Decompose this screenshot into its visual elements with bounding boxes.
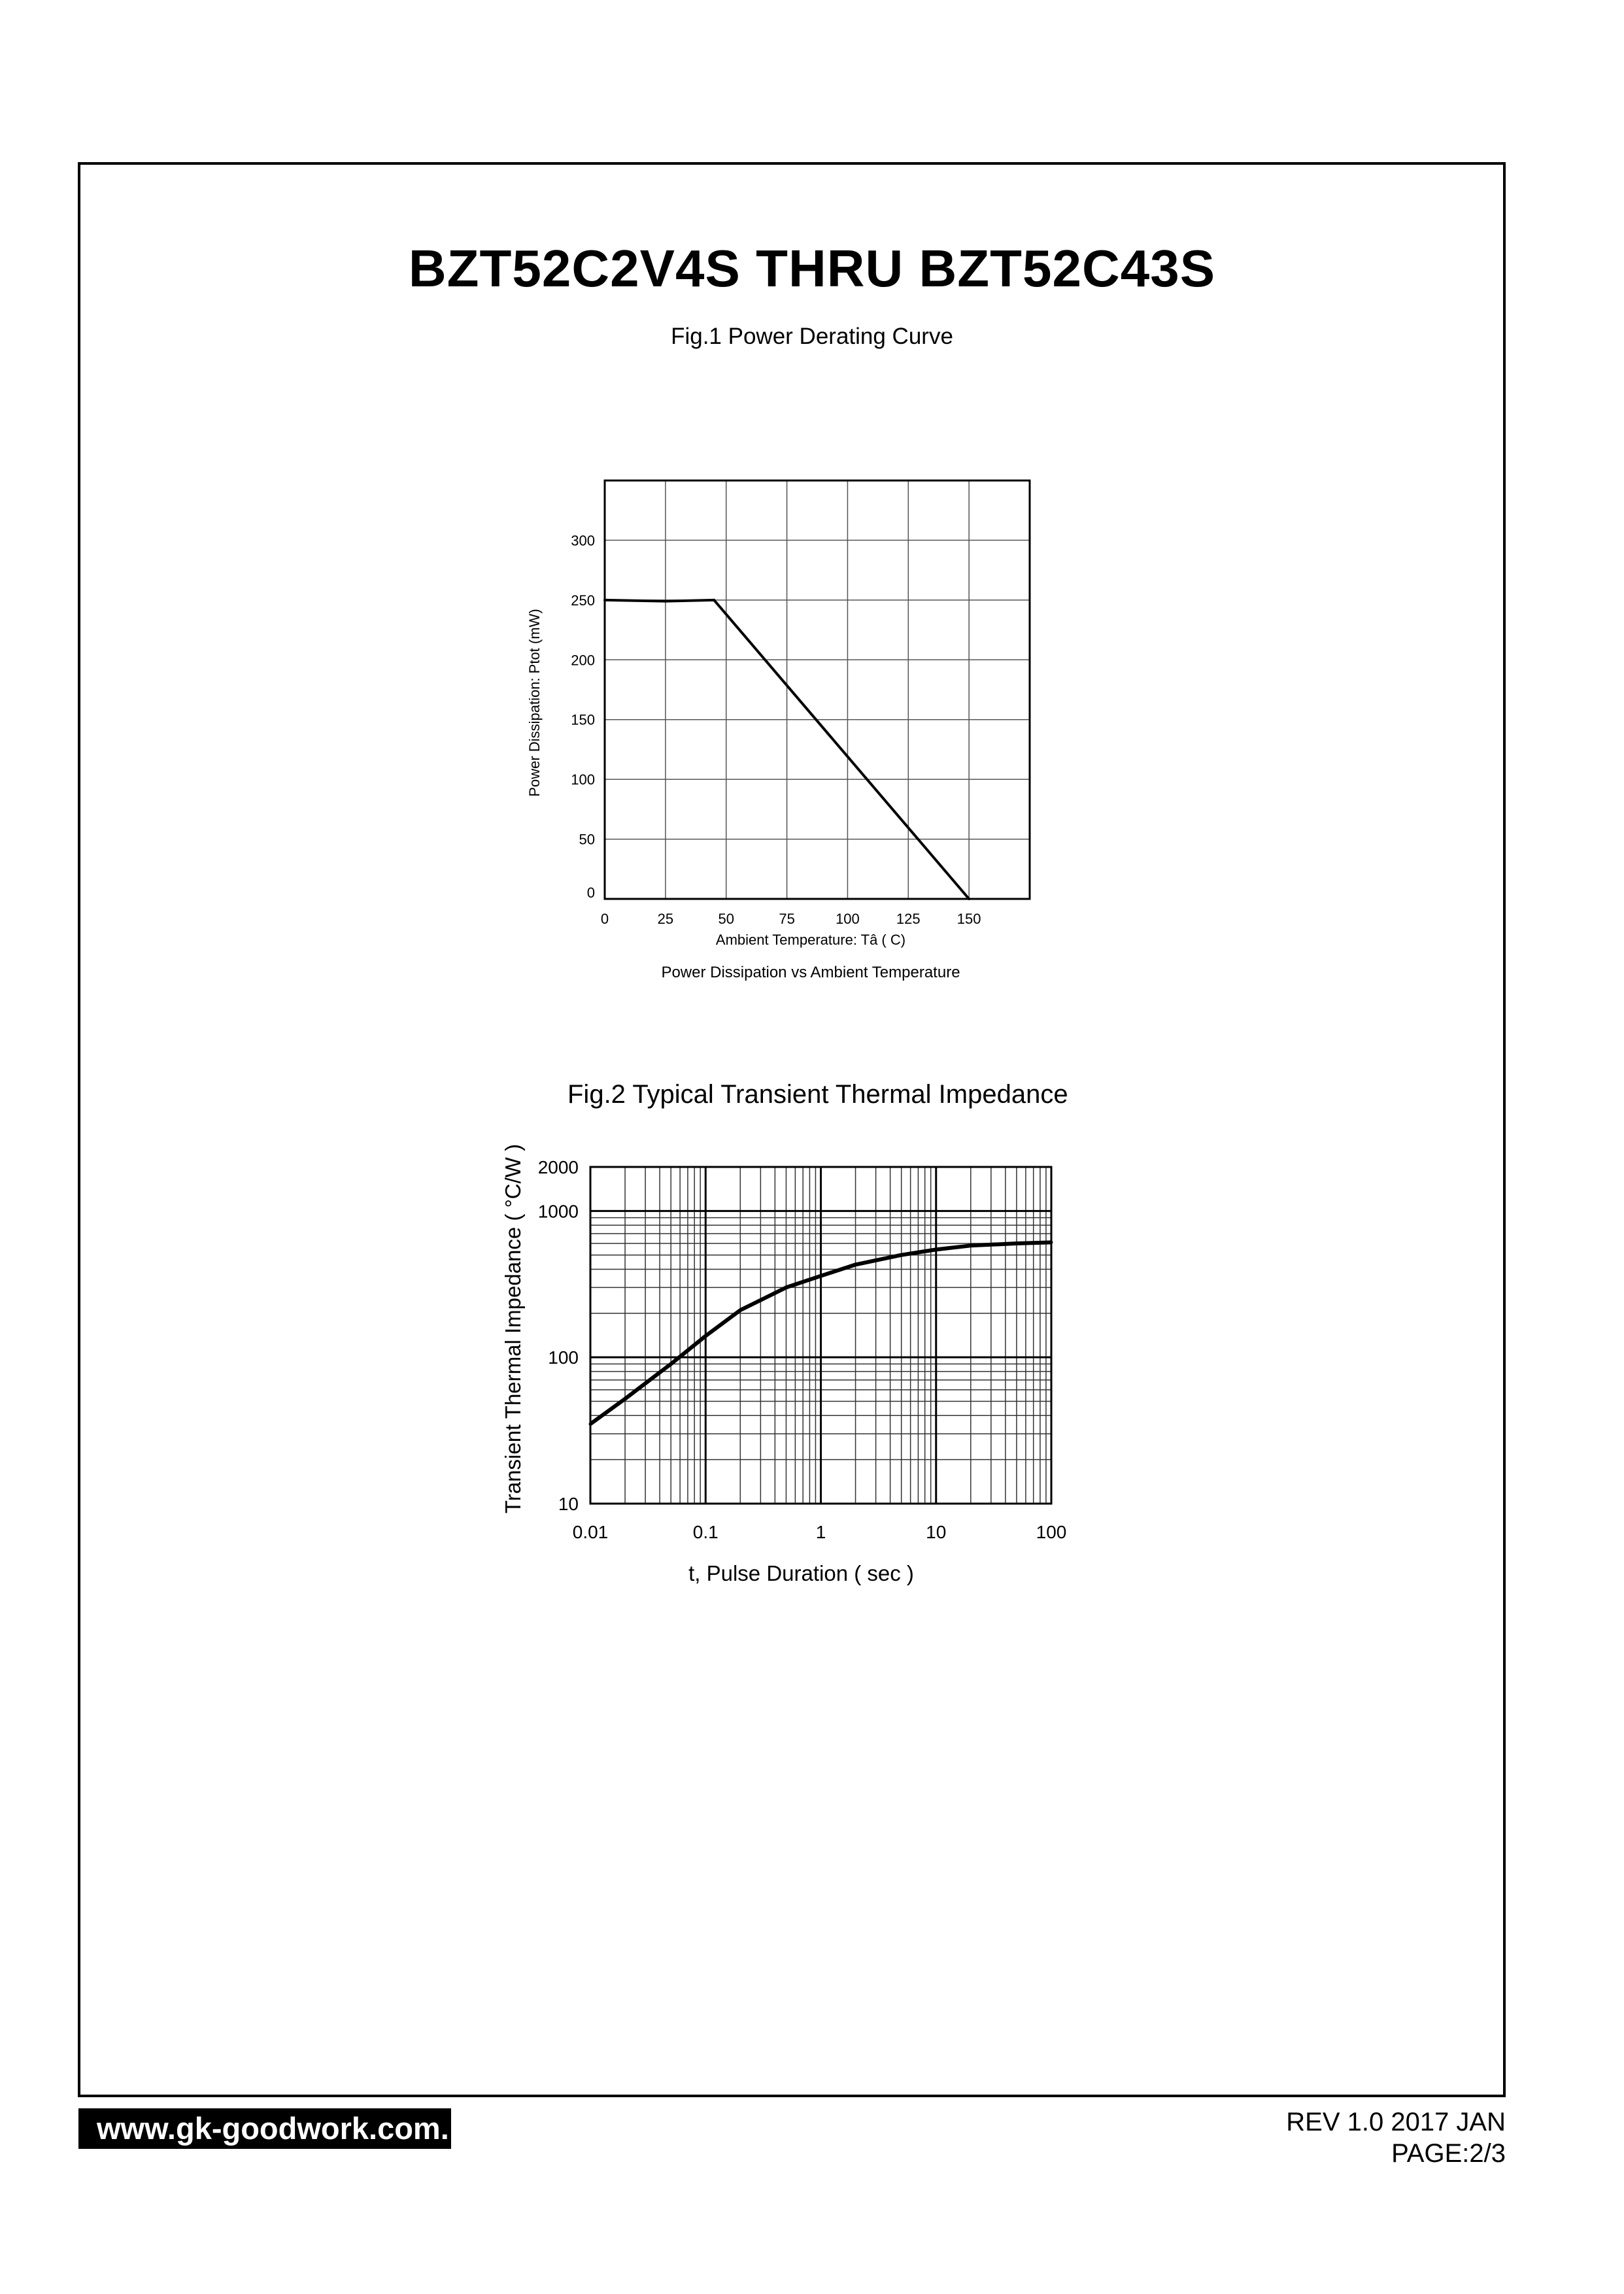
zth-data-point — [819, 1274, 822, 1277]
x-tick-label: 0 — [600, 911, 609, 927]
ptot-data-point — [713, 599, 715, 601]
zth-data-point — [969, 1244, 972, 1247]
ptot-data-point — [603, 599, 606, 601]
x-tick-label: 150 — [956, 911, 981, 927]
x-tick-label: 50 — [718, 911, 734, 927]
zth-data-point — [785, 1286, 788, 1289]
y-tick-label: 150 — [571, 711, 595, 728]
zth-data-point — [669, 1362, 673, 1366]
plot-frame — [605, 481, 1030, 899]
y-tick-label: 1000 — [537, 1201, 579, 1222]
zth-data-point — [854, 1263, 857, 1266]
footer-website: www.gk-goodwork.com. — [78, 2108, 451, 2149]
x-tick-label: 100 — [1036, 1522, 1067, 1542]
ptot-data-point — [664, 600, 667, 603]
fig1-caption: Fig.1 Power Derating Curve — [671, 324, 953, 349]
x-tick-label: 1 — [815, 1522, 826, 1542]
y-tick-label: 0 — [586, 885, 595, 901]
zth-data-point — [624, 1397, 627, 1400]
x-axis-label: Ambient Temperature: Tâ ( C) — [715, 932, 906, 948]
document-title: BZT52C2V4S THRU BZT52C43S — [408, 239, 1216, 297]
x-axis-label: t, Pulse Duration ( sec ) — [688, 1561, 914, 1585]
x-tick-label: 0.1 — [692, 1522, 719, 1542]
zth-data-point — [589, 1423, 592, 1426]
page-number: PAGE:2/3 — [1391, 2139, 1506, 2168]
y-tick-label: 100 — [571, 771, 595, 788]
x-tick-label: 100 — [836, 911, 860, 927]
x-tick-label: 125 — [896, 911, 921, 927]
zth-data-point — [1015, 1242, 1018, 1245]
y-tick-label: 2000 — [537, 1157, 579, 1177]
x-tick-label: 10 — [926, 1522, 947, 1542]
x-tick-label: 25 — [657, 911, 674, 927]
y-tick-label: 300 — [571, 532, 595, 549]
zth-data-point — [900, 1253, 903, 1257]
revision-label: REV 1.0 2017 JAN — [1286, 2108, 1506, 2136]
fig2-caption: Fig.2 Typical Transient Thermal Impedance — [567, 1080, 1068, 1109]
y-axis-label: Power Dissipation: Ptot (mW) — [526, 609, 543, 797]
y-tick-label: 250 — [571, 592, 595, 609]
zth-data-point — [1050, 1241, 1053, 1244]
x-tick-label: 0.01 — [572, 1522, 609, 1542]
y-tick-label: 100 — [548, 1347, 579, 1368]
chart-subtitle: Power Dissipation vs Ambient Temperature — [661, 964, 960, 981]
y-axis-label: Transient Thermal Impedance ( °C/W ) — [501, 1143, 525, 1514]
y-tick-label: 50 — [579, 831, 595, 848]
x-tick-label: 75 — [779, 911, 795, 927]
ptot-data-point — [968, 898, 970, 900]
y-tick-label: 10 — [558, 1494, 579, 1514]
zth-data-point — [934, 1248, 938, 1251]
y-tick-label: 200 — [571, 652, 595, 669]
zth-data-point — [739, 1309, 742, 1312]
zth-data-point — [704, 1334, 707, 1338]
